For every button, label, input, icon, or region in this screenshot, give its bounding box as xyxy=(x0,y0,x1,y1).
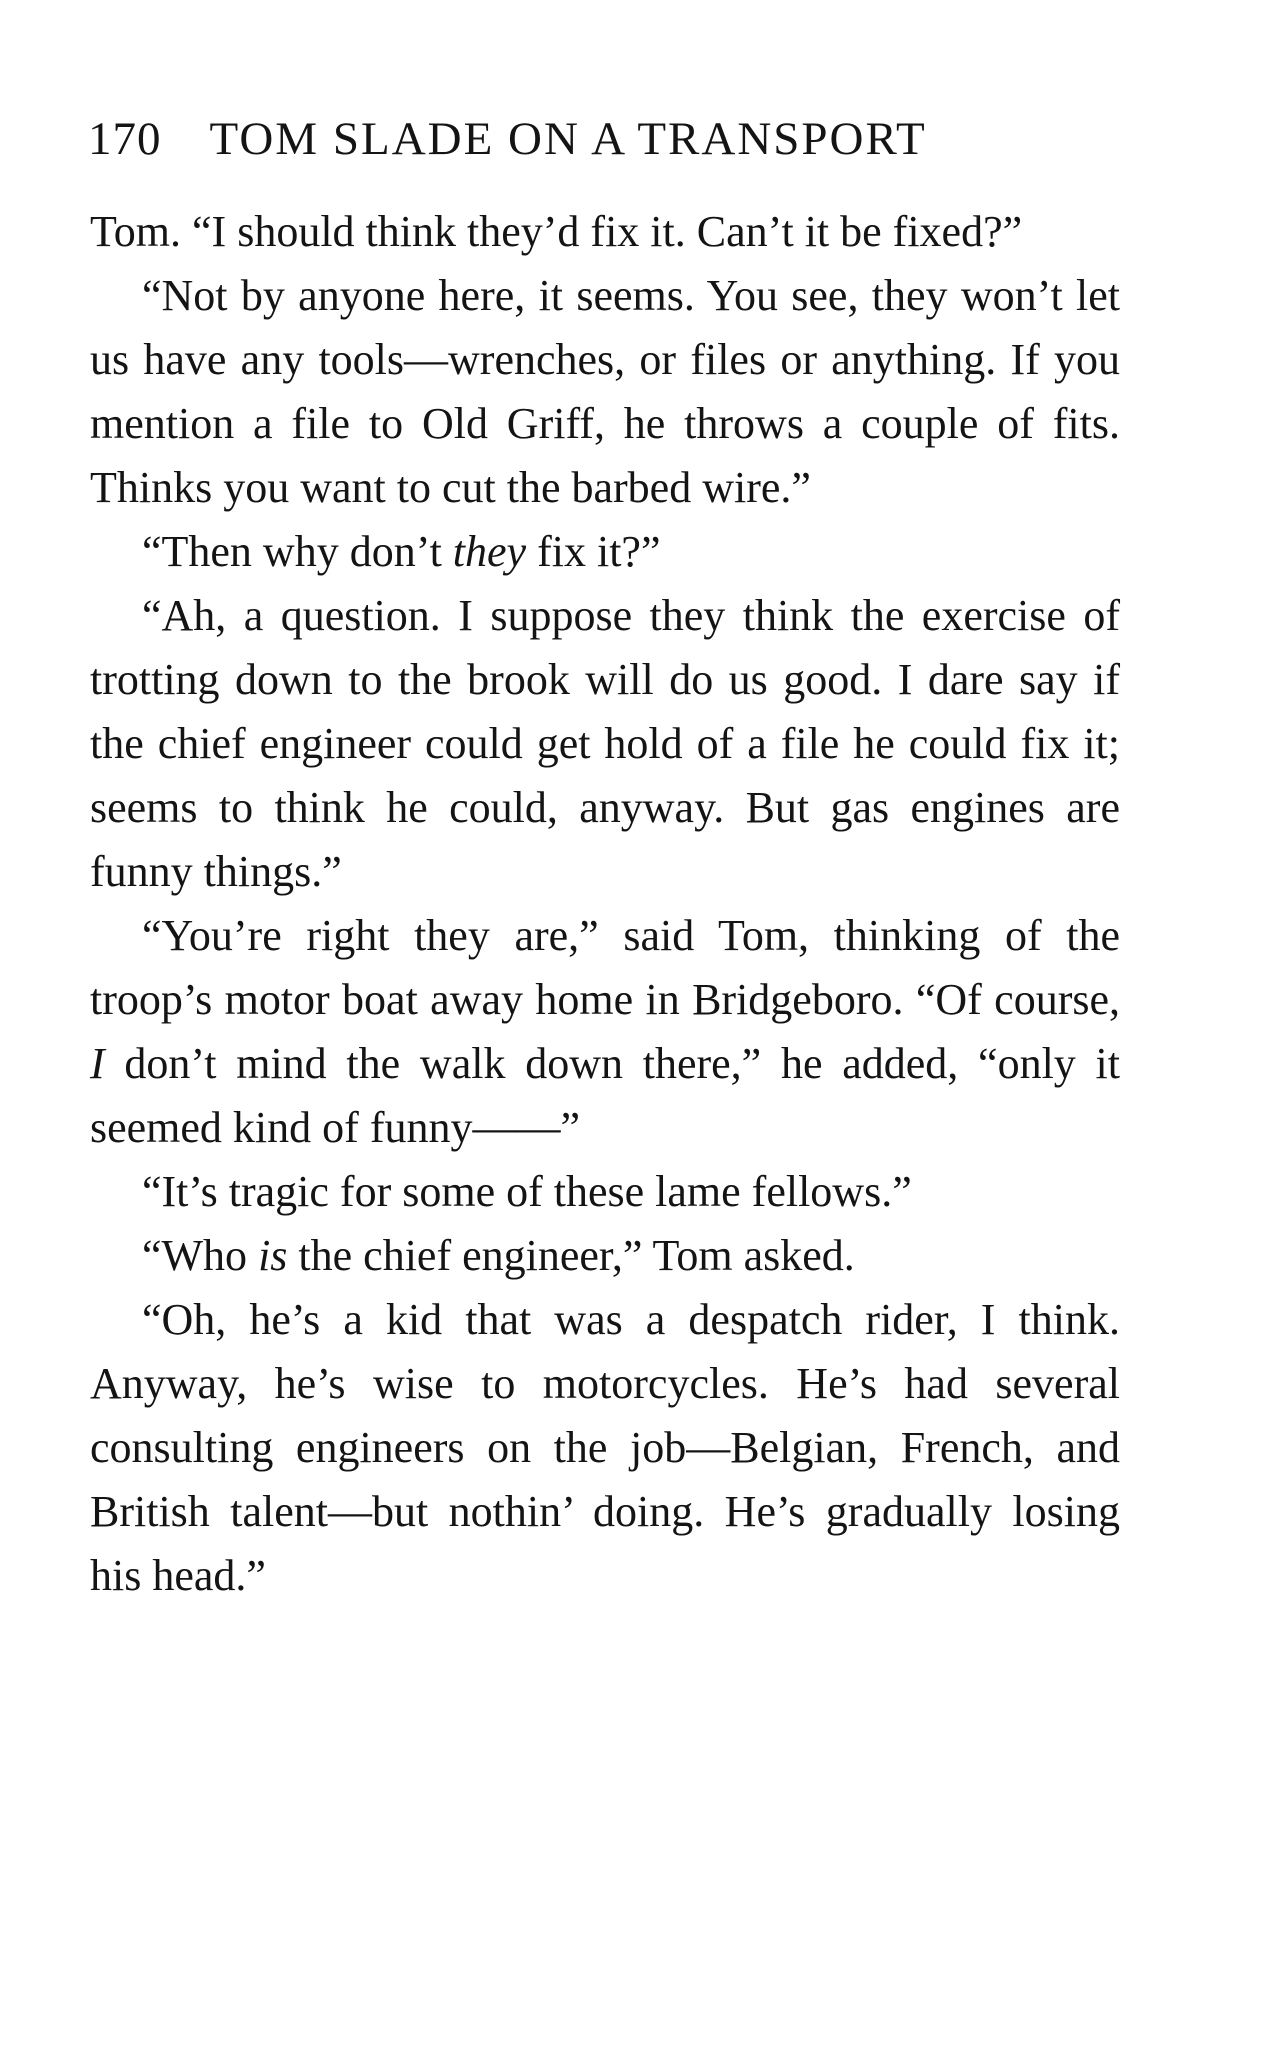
text-run: “Then why don’t xyxy=(142,527,453,576)
paragraph xyxy=(90,1224,1120,1288)
text-run: Tom. “I should think they’d fix it. Can’t it be fixed?” xyxy=(90,207,1023,256)
paragraph xyxy=(90,520,1120,584)
paragraph xyxy=(90,584,1120,904)
text-run: “It’s tragic for some of these lame fellows.” xyxy=(142,1167,912,1216)
italic-text-run: I xyxy=(90,1039,105,1088)
paragraph xyxy=(90,904,1120,1160)
text-run: “Who xyxy=(142,1231,259,1280)
text-run: “Ah, a question. I suppose they think the exercise of trotting down to the brook will do us good. I dare say if the chief engineer could get hold of a file he could fix it; seems to think he could, anyway. But gas engines are funny things.” xyxy=(90,591,1120,896)
page-number: 170 xyxy=(88,113,162,165)
text-run: fix it?” xyxy=(526,527,661,576)
body-text xyxy=(90,200,1120,1608)
paragraph xyxy=(90,200,1120,264)
text-run: the chief engineer,” Tom asked. xyxy=(287,1231,855,1280)
paragraph xyxy=(90,1288,1120,1608)
italic-text-run: they xyxy=(452,527,527,576)
italic-text-run: is xyxy=(258,1231,288,1280)
paragraph xyxy=(90,1160,1120,1224)
text-run: “Oh, he’s a kid that was a despatch rider, I think. Anyway, he’s wise to motorcycles. He’s had several consulting engineers on the job—Belgian, French, and British talent—but nothin’ doing. He’s gradually losing his head.” xyxy=(90,1295,1120,1600)
text-run: don’t mind the walk down there,” he added, “only it seemed kind of funny——” xyxy=(90,1039,1120,1152)
paragraph xyxy=(90,264,1120,520)
running-head xyxy=(88,112,1118,172)
text-run: “Not by anyone here, it seems. You see, they won’t let us have any tools—wrenches, or files or anything. If you mention a file to Old Griff, he throws a couple of fits. Thinks you want to cut the barbed wire.” xyxy=(90,271,1120,512)
book-title: TOM SLADE ON A TRANSPORT xyxy=(209,113,927,165)
text-run: “You’re right they are,” said Tom, thinking of the troop’s motor boat away home in Bridgeboro. “Of course, xyxy=(90,911,1120,1024)
